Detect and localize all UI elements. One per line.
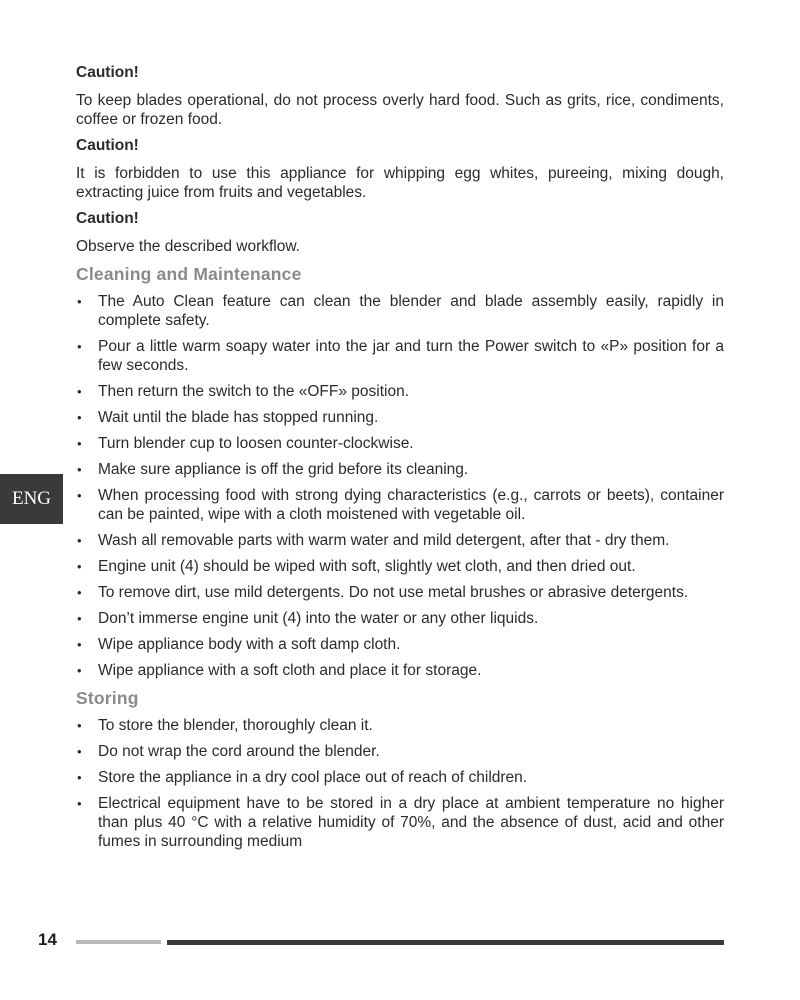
bullet-icon: • <box>77 533 82 548</box>
caution-title: Caution! <box>76 210 139 227</box>
list-item <box>76 794 724 851</box>
list-item-text: Wait until the blade has stopped running. <box>98 409 379 426</box>
bullet-icon: • <box>77 663 82 678</box>
bullet-icon: • <box>77 384 82 399</box>
list-item <box>76 583 724 602</box>
list-item <box>76 408 724 427</box>
bullet-icon: • <box>77 796 82 811</box>
bullet-icon: • <box>77 637 82 652</box>
list-item-text: Wipe appliance body with a soft damp cloth. <box>98 636 401 653</box>
list-item-text: Turn blender cup to loosen counter-clockwise. <box>98 435 414 452</box>
list-item-text: Then return the switch to the «OFF» position. <box>98 383 410 400</box>
list-item <box>76 337 724 375</box>
page-number: 14 <box>38 930 57 949</box>
bullet-icon: • <box>77 339 82 354</box>
list-item <box>76 768 724 787</box>
bullet-icon: • <box>77 770 82 785</box>
caution-title: Caution! <box>76 137 139 154</box>
storing-list <box>76 716 724 851</box>
list-item <box>76 557 724 576</box>
list-item-text: Make sure appliance is off the grid before its cleaning. <box>98 461 469 478</box>
caution-title: Caution! <box>76 64 139 81</box>
list-item <box>76 460 724 479</box>
caution-text: Observe the described workflow. <box>76 238 300 255</box>
list-item-text: To remove dirt, use mild detergents. Do not use metal brushes or abrasive detergents. <box>98 584 689 601</box>
cleaning-heading: Cleaning and Maintenance <box>76 264 302 284</box>
list-item <box>76 716 724 735</box>
list-item <box>76 382 724 401</box>
cleaning-list <box>76 292 724 680</box>
list-item-text: Pour a little warm soapy water into the jar and turn the Power switch to «P» position for a few seconds. <box>98 338 724 374</box>
caution-text: It is forbidden to use this appliance for whipping egg whites, pureeing, mixing dough, extracting juice from fruits and vegetables. <box>76 165 724 201</box>
caution-text: To keep blades operational, do not process overly hard food. Such as grits, rice, condiments, coffee or frozen food. <box>76 92 724 128</box>
list-item-text: Do not wrap the cord around the blender. <box>98 743 380 760</box>
manual-content <box>76 63 724 858</box>
list-item-text: When processing food with strong dying characteristics (e.g., carrots or beets), container can be painted, wipe with a cloth moistened with vegetable oil. <box>98 487 724 523</box>
list-item-text: To store the blender, thoroughly clean it. <box>98 717 373 734</box>
footer-divider-light <box>76 940 161 944</box>
list-item <box>76 635 724 654</box>
list-item <box>76 742 724 761</box>
bullet-icon: • <box>77 488 82 503</box>
list-item-text: The Auto Clean feature can clean the blender and blade assembly easily, rapidly in complete safety. <box>98 293 724 329</box>
list-item <box>76 434 724 453</box>
bullet-icon: • <box>77 462 82 477</box>
bullet-icon: • <box>77 611 82 626</box>
list-item <box>76 531 724 550</box>
list-item-text: Engine unit (4) should be wiped with soft, slightly wet cloth, and then dried out. <box>98 558 636 575</box>
list-item <box>76 661 724 680</box>
bullet-icon: • <box>77 585 82 600</box>
storing-heading: Storing <box>76 688 139 708</box>
list-item <box>76 609 724 628</box>
bullet-icon: • <box>77 559 82 574</box>
footer-divider-dark <box>167 940 724 945</box>
bullet-icon: • <box>77 744 82 759</box>
bullet-icon: • <box>77 436 82 451</box>
bullet-icon: • <box>77 718 82 733</box>
list-item <box>76 292 724 330</box>
list-item-text: Store the appliance in a dry cool place out of reach of children. <box>98 769 528 786</box>
language-tab: ENG <box>0 474 63 524</box>
list-item-text: Wash all removable parts with warm water and mild detergent, after that - dry them. <box>98 532 670 549</box>
list-item-text: Electrical equipment have to be stored in a dry place at ambient temperature no higher than plus 40 °C with a relative humidity of 70%, and the absence of dust, acid and other fumes in surrounding medium <box>98 795 724 850</box>
bullet-icon: • <box>77 294 82 309</box>
bullet-icon: • <box>77 410 82 425</box>
list-item <box>76 486 724 524</box>
list-item-text: Don’t immerse engine unit (4) into the water or any other liquids. <box>98 610 539 627</box>
list-item-text: Wipe appliance with a soft cloth and place it for storage. <box>98 662 482 679</box>
